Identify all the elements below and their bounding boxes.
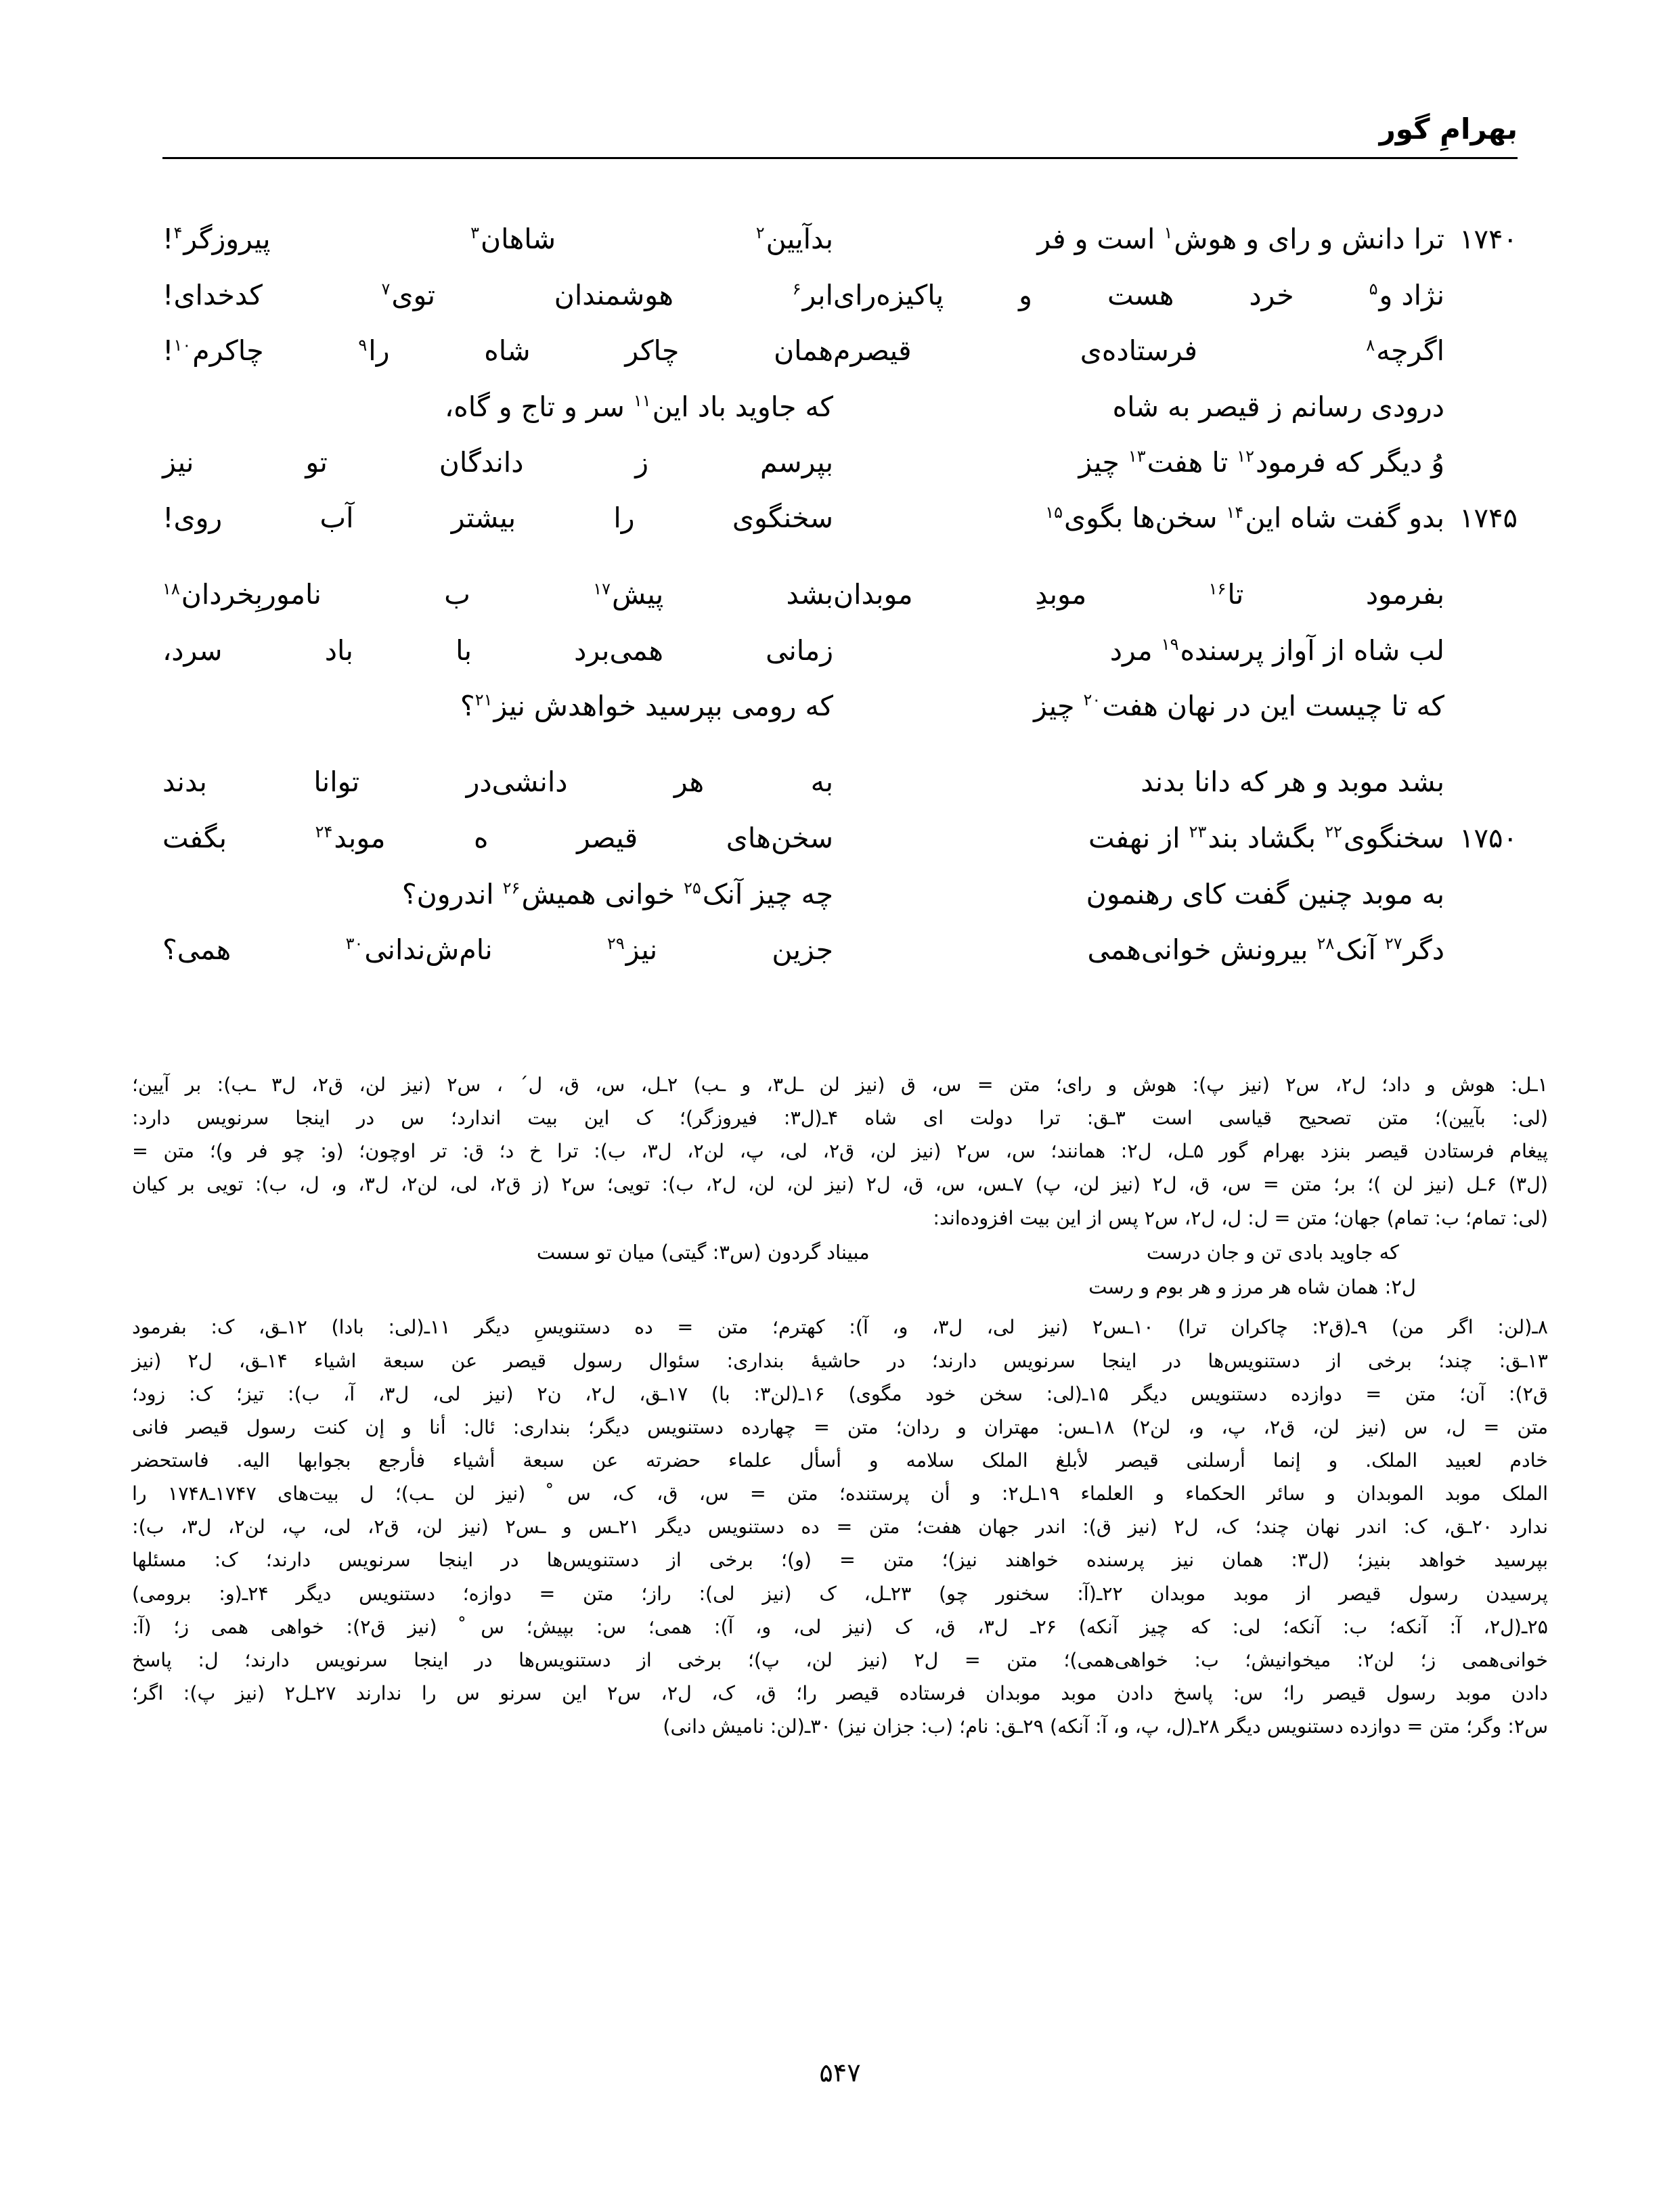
hemistich-right-text [833, 628, 1444, 673]
verse-word: چاکرم$^{۱۰}$! [162, 334, 264, 368]
footnote-marker: ۵ [1369, 280, 1378, 299]
verse-word: که تا چیست این در نهان هفت$^{۲۰}$ چیز [1034, 690, 1444, 723]
footnote-marker: ۲۹ [606, 934, 625, 954]
verse-word: درودی رسانم ز قیصر به شاه [1112, 390, 1444, 423]
footnote-marker: ۳ [470, 223, 480, 243]
verse-word: پیروزگر$^۴$! [162, 223, 271, 255]
hemistich-right [833, 440, 1518, 485]
hemistich-right [833, 384, 1518, 429]
verse-word: موبد$^{۲۴}$ [315, 821, 386, 854]
hemistich-right [833, 684, 1518, 728]
verse-word: نیز$^{۲۹}$ [606, 933, 658, 967]
footnote-line: ۲۵ـ(ل۲، آ: آنکه؛ ب: آنکه؛ لی: که چیز آنکه) ۲۶ـ ل۳، ق، ک (نیز لی، و، آ): همی؛ س: بپیش؛ س ْ (نیز ق۲): خواهی همی ز؛ (آ: [132, 1615, 1548, 1638]
hemistich-left-text [162, 440, 833, 485]
footnote-line: ۱۳ـق: چند؛ برخی از دستنویس‌ها در اینجا سرنویس دارند؛ در حاشیهٔ بنداری: سئوال رسول قیصر عن سبعة اشیاء ۱۴ـق، ل۲ (نیز [132, 1349, 1548, 1372]
hemistich-right-text [833, 495, 1444, 540]
hemistich-left [162, 816, 833, 860]
hemistich-right-text [833, 384, 1444, 429]
verse-word: فرستاده‌ی [1080, 334, 1198, 368]
footnote-marker: ۳۰ [345, 934, 363, 954]
verse-line [162, 328, 1518, 373]
inserted-distich-second: ل۲: همان شاه هر مرز و هر بوم و رست [1088, 1275, 1416, 1299]
footnote-marker: ۹ [358, 335, 368, 355]
hemistich-left-text [162, 684, 833, 728]
verse-word: را$^۹$ [358, 334, 390, 368]
hemistich-left-text [162, 328, 833, 373]
hemistich-right-text [833, 273, 1444, 317]
footnote-marker: ۲۱ [474, 690, 493, 710]
footnote-line: خادم لعبید الملک. و إنما أرسلنی قیصر لأبلغ الملک سلامه و أسأل علماء حضرته عن سبعة أشیاء فأرجع بجوابها الیه. فاستحضر [132, 1449, 1548, 1472]
verse-word: بدآیین$^۲$ [755, 223, 833, 255]
hemistich-right-text [833, 872, 1444, 917]
folio-number: ۵۴۷ [819, 2058, 861, 2088]
footnote-line: ندارد ۲۰ـق، ک: اندر نهان چند؛ ک، ل۲ (نیز ق): اندر جهان هفت؛ متن = ده دستنویس دیگر ۲۱ـس و ـس۲ (نیز لن، ق۲، لی، پ، لن۲، ل۳، ب): [132, 1516, 1549, 1539]
verse-word: آب [319, 502, 354, 535]
verse-word: قیصرم [833, 334, 912, 368]
hemistich-left [162, 927, 833, 972]
verse-line [162, 572, 1518, 617]
verse-line [162, 273, 1518, 317]
footnote-marker: ۷ [381, 280, 391, 299]
hemistich-right [833, 572, 1518, 617]
hemistich-left [162, 273, 833, 317]
verse-word: بگفت [162, 821, 227, 854]
verse-word: را [613, 502, 635, 535]
verse-number: ۱۷۴۵ [1459, 503, 1518, 535]
hemistich-left-text [162, 273, 833, 317]
verse-word: بدند [162, 766, 207, 799]
verse-word: ابر$^۶$ [792, 278, 833, 311]
verse-word: بفرمود [1365, 578, 1444, 611]
verse-word: شاه [484, 334, 531, 368]
hemistich-left-text [162, 572, 833, 617]
verse-word: شاهان$^۳$ [470, 223, 556, 255]
verse-stanza [162, 572, 1518, 728]
verse-line [162, 927, 1518, 972]
verse-line [162, 384, 1518, 429]
hemistich-left-text [162, 816, 833, 860]
verse-word: کدخدای! [162, 278, 263, 311]
verse-word: هر [673, 766, 705, 799]
verse-word: که رومی بپرسید خواهدش نیز$^{۲۱}$؟ [460, 690, 833, 723]
hemistich-left [162, 628, 833, 673]
hemistich-right-text [833, 684, 1444, 728]
verse-word: و [1019, 278, 1032, 311]
footnote-marker: ۱۱ [633, 391, 651, 410]
verse-word: موبدان [833, 578, 913, 611]
verse-word: همی‌برد [574, 634, 663, 667]
footnote-line: (لی: بآیین)؛ متن تصحیح قیاسی است ۳ـق: ترا دولت ای شاه ۴ـ(ل۳: فیروزگر)؛ ک این بیت اندارد؛ س در اینجا سرنویس دارد: [132, 1107, 1548, 1130]
verse-word: نیز [162, 446, 194, 479]
hemistich-left-text [162, 628, 833, 673]
verse-word: ه [474, 821, 489, 854]
verse-word: بیشتر [451, 502, 516, 535]
footnote-marker: ۱ [1164, 223, 1173, 243]
hemistich-left-text [162, 927, 833, 972]
hemistich-left [162, 872, 833, 917]
footnote-line: پرسیدن رسول قیصر از موبد موبدان ۲۲ـ(آ: سخنور چو) ۲۳ـل، ک (نیز لی): راز؛ متن = دوازه؛ دستنویس دیگر ۲۴ـ(و: برومی) [132, 1582, 1548, 1605]
verse-line [162, 684, 1518, 728]
hemistich-left [162, 684, 833, 728]
verse-number: ۱۷۵۰ [1459, 822, 1518, 854]
footnote-line: دادن موبد رسول قیصر را؛ س: پاسخ دادن موبد موبدان فرستاده قیصر را؛ ق، ک، ل۲، س۲ این سرنو س را ندارند ۲۷ـل۲ (نیز پ): اگر؛ [132, 1682, 1548, 1705]
verse-word: سرد، [162, 634, 223, 667]
verse-stanza [162, 217, 1518, 541]
verse-word: نام‌ش‌ندانی$^{۳۰}$ [345, 933, 493, 967]
footnote-marker: ۱۸ [162, 579, 180, 598]
verse-line [162, 816, 1518, 861]
verse-word: چاکر [625, 334, 680, 368]
hemistich-right-text [833, 440, 1444, 485]
footnote-marker: ۱۶ [1208, 579, 1226, 598]
footnote-line: بپرسید خواهد بنیز؛ (ل۳: همان نیز پرسنده خواهند نیز)؛ متن = (و)؛ برخی از دستنویس‌ها در اینجا سرنویس دارند؛ ک: مسئلها [132, 1549, 1548, 1572]
verse-word: ب [444, 578, 470, 611]
inserted-distich-right: که جاوید بادی تن و جان درست [1146, 1240, 1399, 1264]
hemistich-right-text [833, 328, 1444, 373]
verse-word: هوشمندان [554, 278, 674, 311]
hemistich-right [833, 927, 1518, 972]
footnote-marker: ۲۷ [1384, 934, 1402, 954]
footnote-marker: ۶ [792, 280, 801, 299]
verse-word: سخنگوی$^{۲۲}$ بگشاد بند$^{۲۳}$ از نهفت [1088, 821, 1444, 854]
footnote-line: ق۲): آن؛ متن = دوازده دستنویس دیگر ۱۵ـ(لی: سخن خود مگوی) ۱۶ـ(لن۳: با) ۱۷ـق، ل۲، ن۲ (نیز لی، ل۳، آ، ب): تیز؛ ک: زود؛ [132, 1382, 1548, 1405]
verse-word: چه چیز آنک$^{۲۵}$ خوانی همیش$^{۲۶}$ اندرون؟ [401, 877, 833, 910]
verse-word: تا$^{۱۶}$ [1208, 578, 1244, 611]
verse-word: به [810, 766, 833, 799]
verse-line [162, 872, 1518, 917]
hemistich-right [833, 628, 1518, 673]
verse-word: سخنگوی [732, 502, 833, 535]
verse-word: نژاد و$^۵$ [1369, 278, 1444, 311]
hemistich-left [162, 759, 833, 804]
page-header [162, 112, 1518, 169]
footnote-marker: ۱۳ [1128, 447, 1146, 466]
hemistich-right [833, 872, 1518, 917]
footnote-line: الملک موبد الموبدان و سائر الحکماء و العلماء ۱۹ـل۲: و أن پرستنده؛ متن = س، ق، ک، س ْ (نیز لن ـب)؛ ل بیت‌های ۱۷۴۷ـ۱۷۴۸ را [132, 1482, 1548, 1505]
footnote-marker: ۲۳ [1189, 822, 1207, 842]
verse-line [162, 217, 1518, 262]
hemistich-right-text [833, 572, 1444, 617]
hemistich-right-text [833, 759, 1444, 804]
verse-word: روی! [162, 502, 223, 535]
verse-word: بشد [786, 578, 833, 611]
hemistich-left [162, 572, 833, 617]
footnote-marker: ۲۰ [1083, 690, 1101, 710]
footnote-marker: ۱۵ [1045, 502, 1063, 522]
verse-word: ترا دانش و رای و هوش$^۱$ است و فر [1037, 223, 1444, 255]
footnote-marker: ۱۰ [173, 335, 192, 355]
verse-word: وُ دیگر که فرمود$^{۱۲}$ تا هفت$^{۱۳}$ چیز [1078, 446, 1444, 479]
footnote-marker: ۲۵ [683, 878, 701, 898]
footnote-marker: ۱۲ [1237, 447, 1255, 466]
footnote-line: ۸ـ(لن: اگر من) ۹ـ(ق۲: چاکران ترا) ۱۰ـس۲ (نیز لی، ل۳، و، آ): کهترم؛ متن = ده دستنویسِ دیگر ۱۱ـ(لی: بادا) ۱۲ـق، ک: بفرمود [132, 1316, 1548, 1339]
inserted-distich-left: مبیناد گردون (س۳: گیتی) میان تو سست [536, 1240, 870, 1264]
hemistich-right-text [833, 217, 1444, 261]
verse-word: به موبد چنین گفت کای رهنمون [1086, 877, 1444, 910]
footnote-line: خوانی‌همی ز؛ لن۲: میخوانیش؛ ب: خواهی‌همی)؛ متن = ل۲ (نیز لن، پ)؛ برخی از دستنویس‌ها در اینجا سرنویس دارند؛ ل: پاسخ [132, 1648, 1548, 1671]
footnote-marker: ۲۶ [502, 878, 521, 898]
hemistich-left [162, 328, 833, 373]
hemistich-right [833, 328, 1518, 373]
verse-line [162, 759, 1518, 804]
footnote-line: ۱ـل: هوش و داد؛ ل۲، س۲ (نیز پ): هوش و رای؛ متن = س، ق (نیز لن ـل۳، و ـب) ۲ـل، س، ق، ل´ ، س۲ (نیز لن، ق۲، ل۳ ـب): بر آیین؛ [132, 1074, 1548, 1096]
verse-word: تو [305, 446, 328, 479]
verse-stanza [162, 759, 1518, 972]
verse-word: داندگان [439, 446, 524, 479]
footnote-marker: ۸ [1366, 335, 1375, 355]
footnote-marker: ۲ [755, 223, 765, 243]
verse-word: که جاوید باد این$^{۱۱}$ سر و تاج و گاه، [445, 390, 833, 423]
verse-word: همی؟ [162, 933, 231, 967]
verse-word: بشد موبد و هر که دانا بدند [1141, 766, 1444, 799]
hemistich-left [162, 495, 833, 540]
verse-word: زمانی [766, 634, 833, 667]
verse-word: با [456, 634, 472, 667]
verse-word: ز [635, 446, 649, 479]
running-head-title: بهرامِ گور [1379, 112, 1518, 146]
verse-word: لب شاه از آواز پرسنده$^{۱۹}$ مرد [1109, 634, 1444, 667]
header-divider [162, 157, 1518, 159]
footnote-line: (لی: تمام؛ ب: تمام) جهان؛ متن = ل: ل، ل۲، س۲ پس از این بیت افزوده‌اند: [933, 1206, 1548, 1229]
hemistich-left-text [162, 872, 833, 917]
hemistich-left-text [162, 217, 833, 261]
footnote-marker: ۱۷ [593, 579, 611, 598]
verse-word: دگر$^{۲۷}$ آنک$^{۲۸}$ بیرونش خوانی‌همی [1087, 933, 1444, 967]
footnote-line: متن = ل، س (نیز لن، ق۲، پ، و، لن۲) ۱۸ـس: مهتران و ردان؛ متن = چهارده دستنویس دیگر؛ بنداری: ئال: أنا و إن کنت رسول قیصر فانی [132, 1415, 1548, 1438]
footnote-line: س۲: وگر؛ متن = دوازده دستنویس دیگر ۲۸ـ(ل، پ، و، آ: آنکه) ۲۹ـق: نام؛ (ب: جزان نیز) ۳۰ـ(لن: نامیش دانی) [663, 1715, 1548, 1738]
footnote-marker: ۴ [173, 223, 183, 243]
footnote-marker: ۲۴ [315, 822, 333, 842]
hemistich-right [833, 217, 1518, 262]
verse-word: هست [1107, 278, 1174, 311]
verse-word: پیش$^{۱۷}$ [593, 578, 664, 611]
hemistich-left-text [162, 759, 833, 804]
verse-word: بدو گفت شاه این$^{۱۴}$ سخن‌ها بگوی$^{۱۵}$ [1045, 502, 1444, 535]
hemistich-left [162, 440, 833, 485]
hemistich-right-text [833, 927, 1444, 972]
verse-word: دانشی‌در [466, 766, 568, 799]
verse-word: جزین [772, 933, 833, 967]
verse-word: توانا [313, 766, 360, 799]
verse-line [162, 628, 1518, 673]
hemistich-left-text [162, 384, 833, 429]
footnote-line: پیغام فرستادن قیصر بنزد بهرام گور ۵ـل، ل۲: همانند؛ س، س۲ (نیز لن، ق۲، لی، پ، لن۲، ل۳، ب): ترا خ د؛ ق: تر اوچون؛ (و: چو فر و)؛ متن = [132, 1140, 1548, 1163]
verse-word: اگرچه$^۸$ [1366, 334, 1444, 368]
verse-word: باد [324, 634, 353, 667]
footnote-marker: ۲۲ [1325, 822, 1342, 842]
verse-word: همان [774, 334, 833, 368]
verse-word: خرد [1249, 278, 1294, 311]
hemistich-right [833, 273, 1518, 317]
verse-number: ۱۷۴۰ [1459, 224, 1518, 255]
footnote-block-2 [132, 1312, 1548, 1742]
hemistich-left-text [162, 495, 833, 540]
verse-word: قیصر [577, 821, 638, 854]
footnote-marker: ۲۸ [1317, 934, 1335, 954]
hemistich-right [833, 759, 1518, 804]
verse-word: پاکیزه‌رای [833, 278, 944, 311]
footnote-apparatus [132, 1069, 1548, 1744]
verse-line [162, 495, 1518, 541]
verse-word: سخن‌های [726, 821, 833, 854]
verse-word: بپرسم [759, 446, 833, 479]
hemistich-left [162, 384, 833, 429]
verse-word: موبدِ [1035, 578, 1087, 611]
verse-line [162, 440, 1518, 485]
footnote-line: (ل۳) ۶ـل (نیز لن )؛ بر؛ متن = س، ق، ل۲ (نیز لن، پ) ۷ـس، س، ق، ل۲ (نیز لن، لن، ل۲، ب): تویی؛ س۲ (ز ق۲، لی، لن۲، ل۳، و، ل، ب): تویی بر کیان [132, 1173, 1548, 1196]
hemistich-right-text [833, 816, 1444, 860]
inserted-distich [132, 1236, 1548, 1269]
footnote-marker: ۱۴ [1226, 502, 1244, 522]
hemistich-left [162, 217, 833, 261]
verse-word: ناموربِخردان$^{۱۸}$ [162, 578, 322, 611]
hemistich-right [833, 816, 1518, 861]
verse-word: توی$^۷$ [381, 278, 436, 311]
footnote-marker: ۱۹ [1161, 634, 1179, 654]
verse-area [162, 217, 1518, 1003]
hemistich-right [833, 495, 1518, 541]
